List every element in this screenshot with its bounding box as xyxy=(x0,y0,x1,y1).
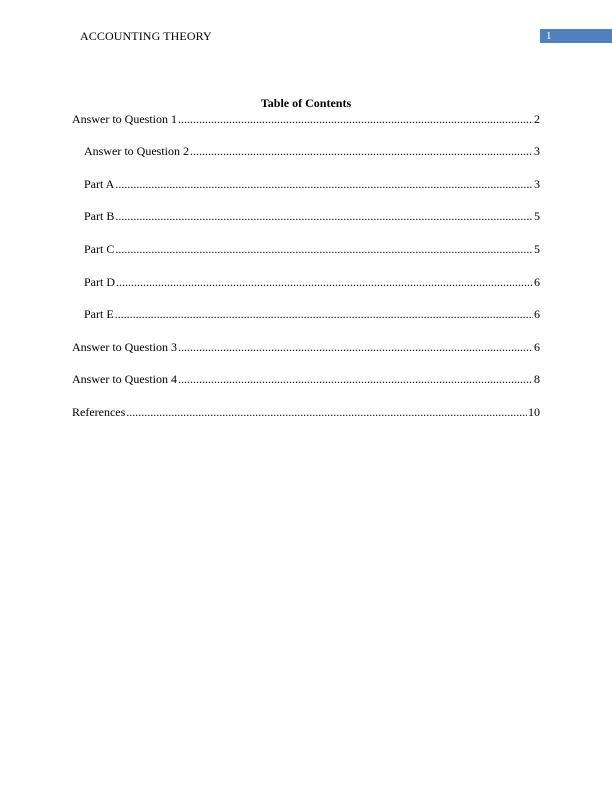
toc-entry-page: 8 xyxy=(534,372,540,386)
page-number-badge xyxy=(540,29,612,43)
toc-dot-leader xyxy=(115,307,533,321)
running-header-title: ACCOUNTING THEORY xyxy=(80,29,212,43)
toc-dot-leader xyxy=(178,372,533,386)
toc-dot-leader xyxy=(178,112,533,126)
toc-entry-label: Answer to Question 1 xyxy=(72,112,177,126)
toc-entry[interactable] xyxy=(72,275,540,289)
toc-entry[interactable] xyxy=(72,307,540,321)
toc-entry-label: Part D xyxy=(84,275,115,289)
toc-dot-leader xyxy=(190,144,533,158)
toc-entry-page: 5 xyxy=(534,209,540,223)
toc-entry-label: Part C xyxy=(84,242,115,256)
toc-dot-leader xyxy=(115,242,533,256)
toc-entry[interactable] xyxy=(72,144,540,158)
toc-entry-page: 2 xyxy=(534,112,540,126)
toc-entry[interactable] xyxy=(72,340,540,354)
toc-entry-page: 3 xyxy=(534,177,540,191)
toc-dot-leader xyxy=(178,340,533,354)
toc-dot-leader xyxy=(116,275,533,289)
toc-entry[interactable] xyxy=(72,372,540,386)
toc-entry[interactable] xyxy=(72,405,540,419)
toc-entry-label: Answer to Question 3 xyxy=(72,340,177,354)
toc-entry-label: Part E xyxy=(84,307,114,321)
toc-entry[interactable] xyxy=(72,242,540,256)
toc-entry-page: 5 xyxy=(534,242,540,256)
toc-entry-page: 10 xyxy=(528,405,540,419)
toc-entry-label: References xyxy=(72,405,126,419)
toc-entry-page: 3 xyxy=(534,144,540,158)
toc-dot-leader xyxy=(126,405,527,419)
toc-entry[interactable] xyxy=(72,209,540,223)
toc-entry-label: Answer to Question 4 xyxy=(72,372,177,386)
toc-entry-page: 6 xyxy=(534,275,540,289)
toc-entry-label: Part A xyxy=(84,177,115,191)
toc-entry[interactable] xyxy=(72,112,540,126)
toc-entry-label: Part B xyxy=(84,209,115,223)
toc-dot-leader xyxy=(115,209,533,223)
toc-entry-label: Answer to Question 2 xyxy=(84,144,189,158)
toc-entry-page: 6 xyxy=(534,307,540,321)
toc-entry[interactable] xyxy=(72,177,540,191)
toc-entry-page: 6 xyxy=(534,340,540,354)
toc-heading: Table of Contents xyxy=(260,96,352,110)
toc-dot-leader xyxy=(115,177,533,191)
page-number: 1 xyxy=(546,30,552,42)
